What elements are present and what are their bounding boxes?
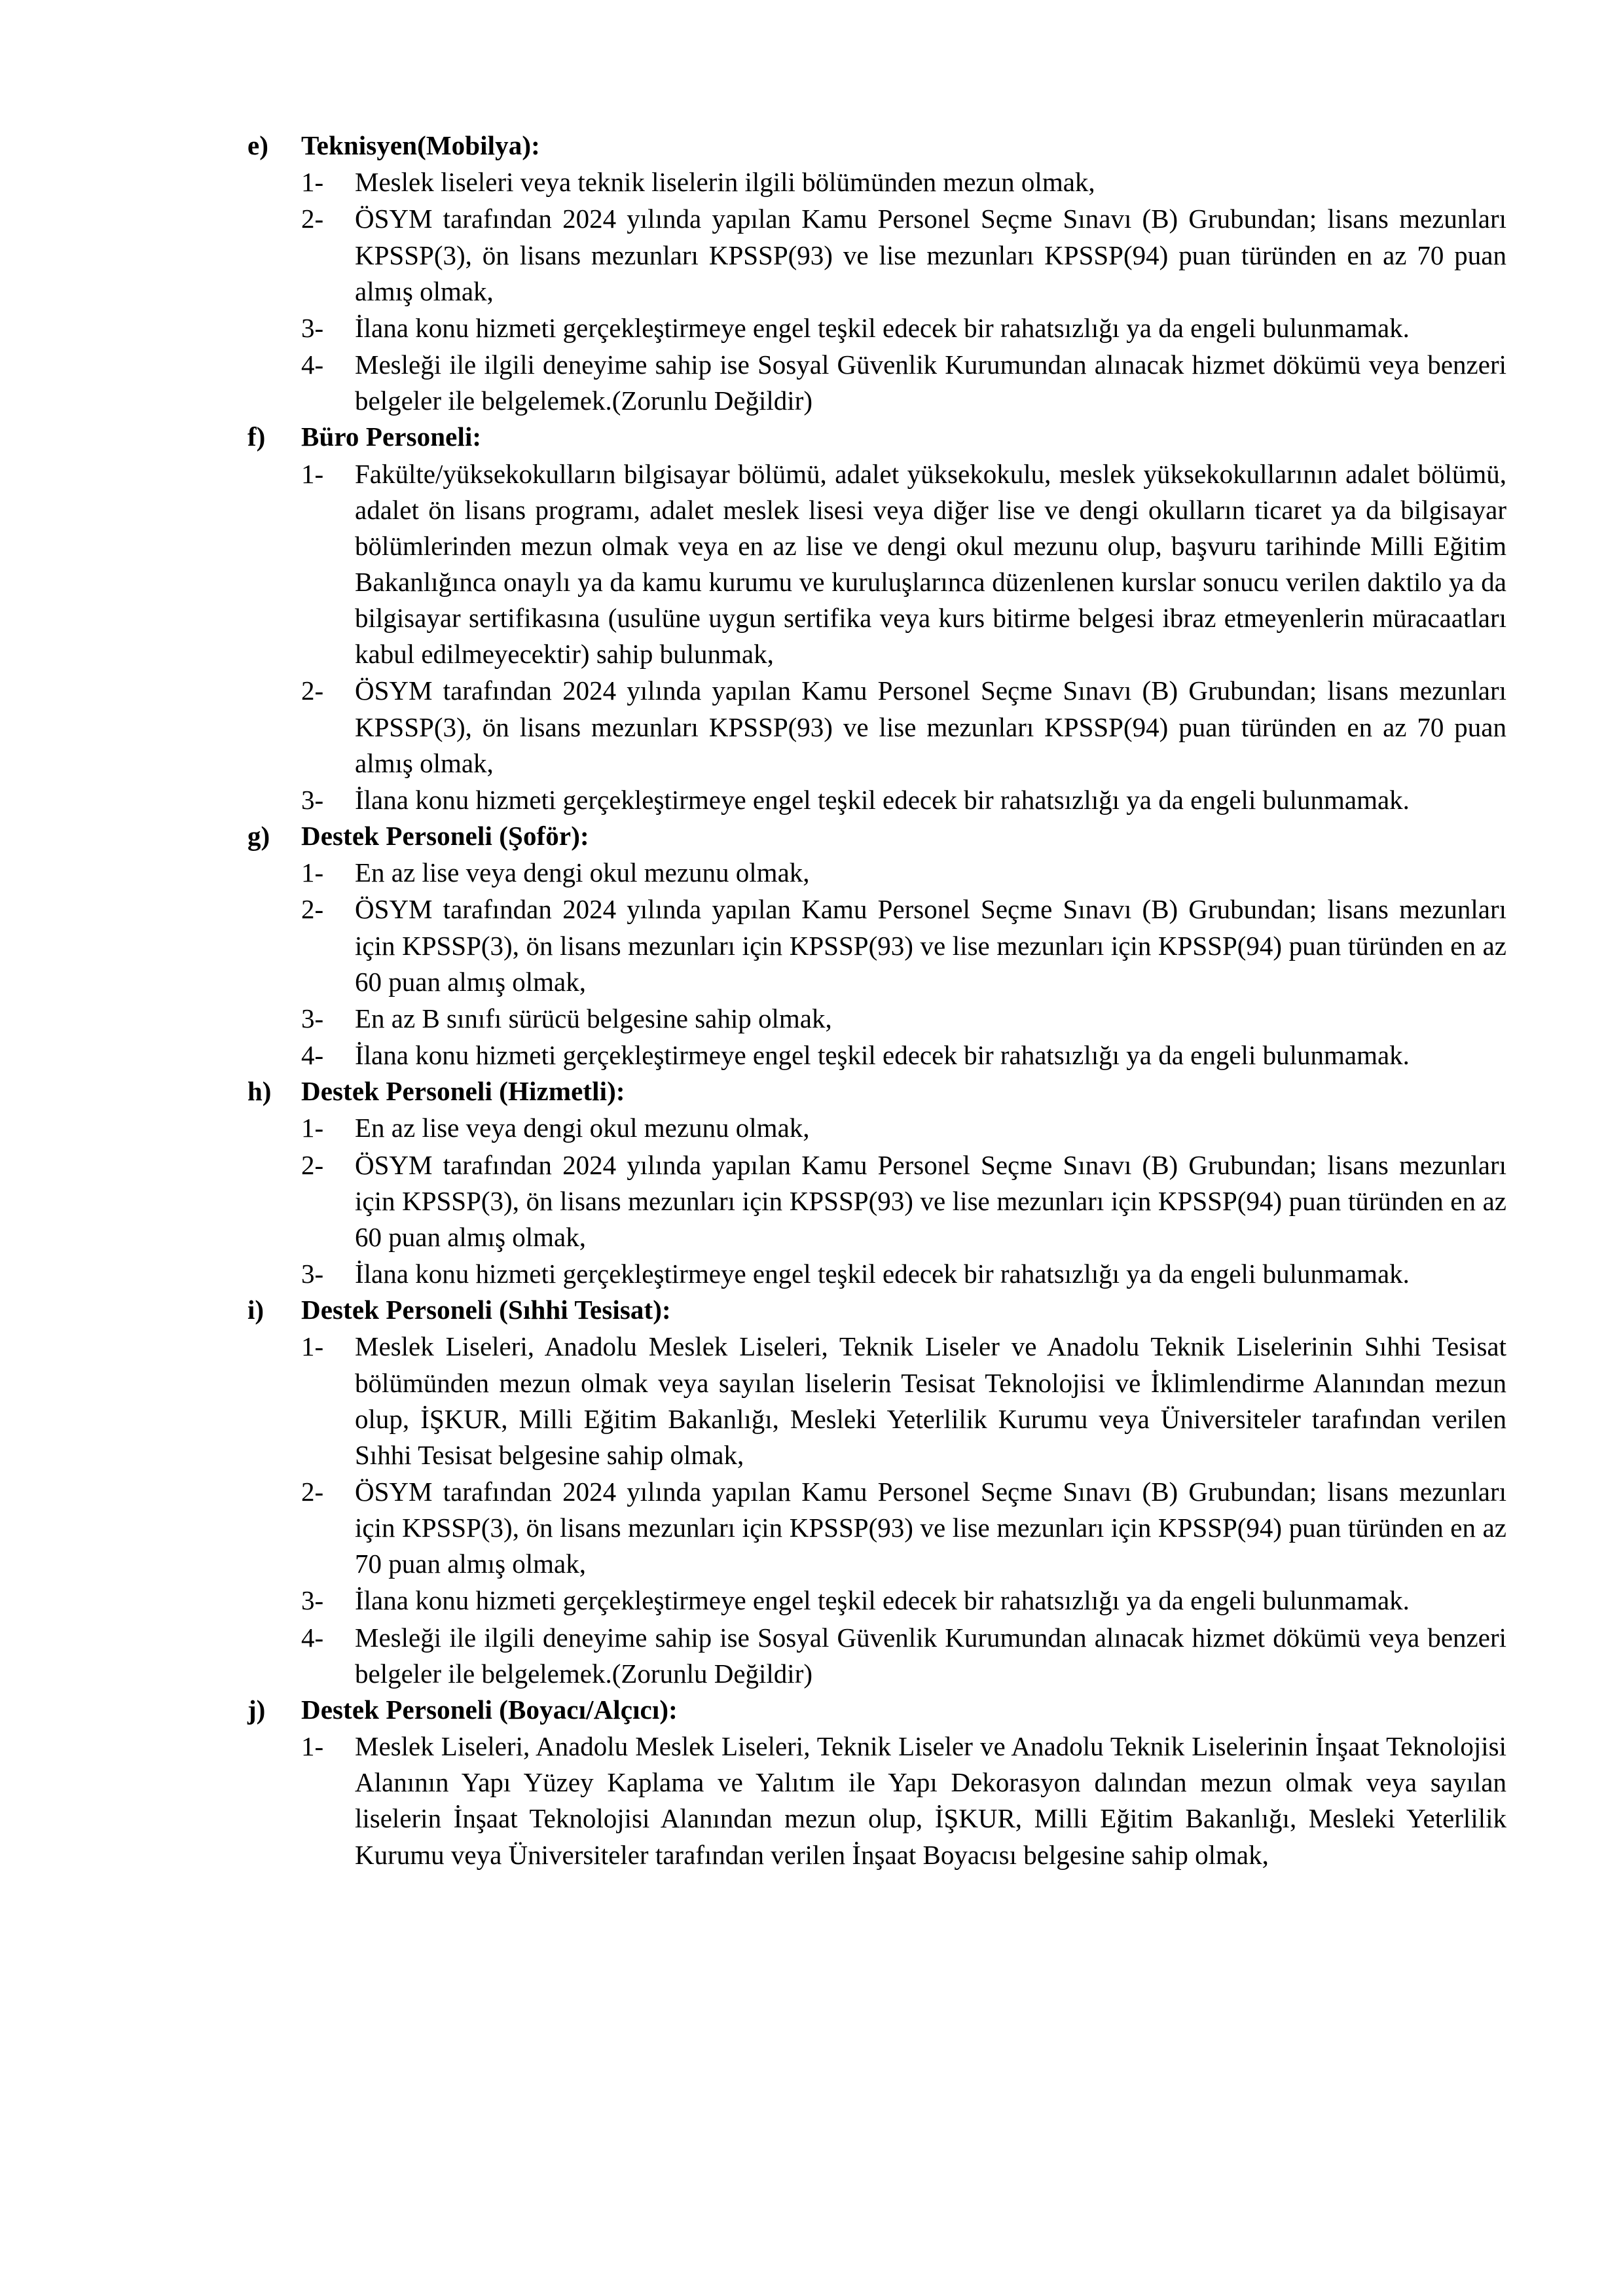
- list-item-marker: 3-: [301, 1258, 324, 1289]
- section-group-j: [247, 1693, 1506, 1873]
- list-item: [247, 782, 1506, 818]
- list-item-text: Meslek Liseleri, Anadolu Meslek Liseleri, Teknik Liseler ve Anadolu Teknik Liselerinin İnşaat Teknolojisi Alanının Yapı Yüzey Kaplama ve Yalıtım ile Yapı Dekorasyon dalından mezun olmak veya sayılan liselerin İnşaat Teknolojisi Alanından mezun olup, İŞKUR, Milli Eğitim Bakanlığı, Mesleki Yeterlilik Kurumu veya Üniversiteler tarafından verilen İnşaat Boyacısı belgesine sahip olmak,: [355, 1731, 1506, 1870]
- section-items-j: [247, 1729, 1506, 1873]
- list-item-marker: 4-: [301, 1622, 324, 1653]
- section-marker-e: e): [247, 130, 268, 160]
- list-item: [247, 855, 1506, 891]
- list-item: [247, 1583, 1506, 1619]
- list-item-marker: 3-: [301, 1585, 324, 1616]
- list-item: [247, 1256, 1506, 1292]
- section-title-g: Destek Personeli (Şoför):: [301, 820, 589, 851]
- section-heading-h: [247, 1074, 1506, 1109]
- section-heading-e: [247, 128, 1506, 163]
- list-item-marker: 2-: [301, 1476, 324, 1507]
- list-item-marker: 2-: [301, 894, 324, 925]
- list-item-text: Mesleği ile ilgili deneyime sahip ise Sosyal Güvenlik Kurumundan alınacak hizmet dökümü veya benzeri belgeler ile belgelemek.(Zorunlu Değildir): [355, 1622, 1506, 1689]
- list-item-text: ÖSYM tarafından 2024 yılında yapılan Kamu Personel Seçme Sınavı (B) Grubundan; lisans mezunları için KPSSP(3), ön lisans mezunları için KPSSP(93) ve lise mezunları için KPSSP(94) puan türünden en az 60 puan almış olmak,: [355, 894, 1506, 997]
- list-item: [247, 891, 1506, 999]
- list-item-text: En az lise veya dengi okul mezunu olmak,: [355, 1113, 810, 1143]
- list-item: [247, 164, 1506, 200]
- section-heading-g: [247, 819, 1506, 853]
- section-heading-f: [247, 420, 1506, 454]
- section-title-i: Destek Personeli (Sıhhi Tesisat):: [301, 1295, 671, 1325]
- list-item-marker: 1-: [301, 1113, 324, 1143]
- list-item-marker: 2-: [301, 204, 324, 234]
- section-marker-h: h): [247, 1076, 272, 1107]
- list-item: [247, 1620, 1506, 1692]
- section-marker-j: j): [247, 1694, 266, 1725]
- section-group-i: [247, 1293, 1506, 1692]
- section-title-f: Büro Personeli:: [301, 422, 482, 452]
- section-items-h: [247, 1110, 1506, 1292]
- list-item-marker: 1-: [301, 458, 324, 489]
- list-item-marker: 2-: [301, 1149, 324, 1180]
- list-item: [247, 1147, 1506, 1255]
- section-title-h: Destek Personeli (Hizmetli):: [301, 1076, 625, 1107]
- section-group-e: [247, 128, 1506, 419]
- list-item-text: En az B sınıfı sürücü belgesine sahip olmak,: [355, 1003, 832, 1033]
- list-item-text: Meslek Liseleri, Anadolu Meslek Liseleri, Teknik Liseler ve Anadolu Teknik Liselerinin Sıhhi Tesisat bölümünden mezun olmak veya sayılan liselerin Tesisat Teknolojisi ve İklimlendirme Alanından mezun olup, İŞKUR, Milli Eğitim Bakanlığı, Mesleki Yeterlilik Kurumu veya Üniversiteler tarafından verilen Sıhhi Tesisat belgesine sahip olmak,: [355, 1331, 1506, 1470]
- list-item-text: İlana konu hizmeti gerçekleştirmeye engel teşkil edecek bir rahatsızlığı ya da engeli bulunmamak.: [355, 1258, 1410, 1289]
- list-item-text: İlana konu hizmeti gerçekleştirmeye engel teşkil edecek bir rahatsızlığı ya da engeli bulunmamak.: [355, 312, 1410, 343]
- section-items-g: [247, 855, 1506, 1073]
- section-items-f: [247, 456, 1506, 818]
- list-item: [247, 1329, 1506, 1473]
- list-item-marker: 1-: [301, 857, 324, 888]
- section-marker-f: f): [247, 422, 266, 452]
- list-item-text: En az lise veya dengi okul mezunu olmak,: [355, 857, 810, 888]
- section-group-g: [247, 819, 1506, 1073]
- list-item-text: İlana konu hizmeti gerçekleştirmeye engel teşkil edecek bir rahatsızlığı ya da engeli bulunmamak.: [355, 784, 1410, 815]
- list-item: [247, 310, 1506, 346]
- list-item-marker: 1-: [301, 1731, 324, 1762]
- document-body: [247, 128, 1506, 1873]
- list-item-text: ÖSYM tarafından 2024 yılında yapılan Kamu Personel Seçme Sınavı (B) Grubundan; lisans mezunları KPSSP(3), ön lisans mezunları KPSSP(93) ve lise mezunları KPSSP(94) puan türünden en az 70 puan almış olmak,: [355, 204, 1506, 306]
- list-item-marker: 3-: [301, 1003, 324, 1033]
- list-item-marker: 2-: [301, 675, 324, 706]
- list-item-text: Meslek liseleri veya teknik liselerin ilgili bölümünden mezun olmak,: [355, 167, 1095, 198]
- list-item: [247, 1474, 1506, 1582]
- list-item: [247, 456, 1506, 673]
- list-item: [247, 1001, 1506, 1037]
- section-heading-i: [247, 1293, 1506, 1327]
- list-item-text: ÖSYM tarafından 2024 yılında yapılan Kamu Personel Seçme Sınavı (B) Grubundan; lisans mezunları KPSSP(3), ön lisans mezunları KPSSP(93) ve lise mezunları KPSSP(94) puan türünden en az 70 puan almış olmak,: [355, 675, 1506, 778]
- list-item-text: İlana konu hizmeti gerçekleştirmeye engel teşkil edecek bir rahatsızlığı ya da engeli bulunmamak.: [355, 1039, 1410, 1070]
- list-item-marker: 4-: [301, 1039, 324, 1070]
- list-item-marker: 1-: [301, 1331, 324, 1362]
- section-marker-i: i): [247, 1295, 264, 1325]
- list-item-marker: 3-: [301, 784, 324, 815]
- section-marker-g: g): [247, 820, 270, 851]
- list-item: [247, 201, 1506, 309]
- list-item: [247, 347, 1506, 419]
- list-item-text: Fakülte/yüksekokulların bilgisayar bölümü, adalet yüksekokulu, meslek yüksekokullarının adalet bölümü, adalet ön lisans programı, adalet meslek lisesi veya diğer lise ve dengi okulların ticaret ya da bilgisayar bölümlerinden mezun olmak veya en az lise ve dengi okul mezunu olup, başvuru tarihinde Milli Eğitim Bakanlığınca onaylı ya da kamu kurumu ve kuruluşlarınca düzenlenen kurslar sonucu verilen daktilo ya da bilgisayar sertifikasına (usulüne uygun sertifika veya kurs bitirme belgesi ibraz etmeyenlerin müracaatları kabul edilmeyecektir) sahip bulunmak,: [355, 458, 1506, 670]
- section-heading-j: [247, 1693, 1506, 1727]
- list-item: [247, 1729, 1506, 1873]
- section-group-f: [247, 420, 1506, 818]
- list-item-marker: 4-: [301, 350, 324, 380]
- list-item-marker: 1-: [301, 167, 324, 198]
- list-item: [247, 673, 1506, 781]
- section-group-h: [247, 1074, 1506, 1292]
- section-title-j: Destek Personeli (Boyacı/Alçıcı):: [301, 1694, 678, 1725]
- section-items-i: [247, 1329, 1506, 1691]
- list-item: [247, 1110, 1506, 1146]
- list-item: [247, 1037, 1506, 1073]
- list-item-marker: 3-: [301, 312, 324, 343]
- list-item-text: İlana konu hizmeti gerçekleştirmeye engel teşkil edecek bir rahatsızlığı ya da engeli bulunmamak.: [355, 1585, 1410, 1616]
- section-items-e: [247, 164, 1506, 419]
- section-title-e: Teknisyen(Mobilya):: [301, 130, 540, 160]
- list-item-text: Mesleği ile ilgili deneyime sahip ise Sosyal Güvenlik Kurumundan alınacak hizmet dökümü veya benzeri belgeler ile belgelemek.(Zorunlu Değildir): [355, 350, 1506, 416]
- list-item-text: ÖSYM tarafından 2024 yılında yapılan Kamu Personel Seçme Sınavı (B) Grubundan; lisans mezunları için KPSSP(3), ön lisans mezunları için KPSSP(93) ve lise mezunları için KPSSP(94) puan türünden en az 60 puan almış olmak,: [355, 1149, 1506, 1252]
- list-item-text: ÖSYM tarafından 2024 yılında yapılan Kamu Personel Seçme Sınavı (B) Grubundan; lisans mezunları için KPSSP(3), ön lisans mezunları için KPSSP(93) ve lise mezunları için KPSSP(94) puan türünden en az 70 puan almış olmak,: [355, 1476, 1506, 1579]
